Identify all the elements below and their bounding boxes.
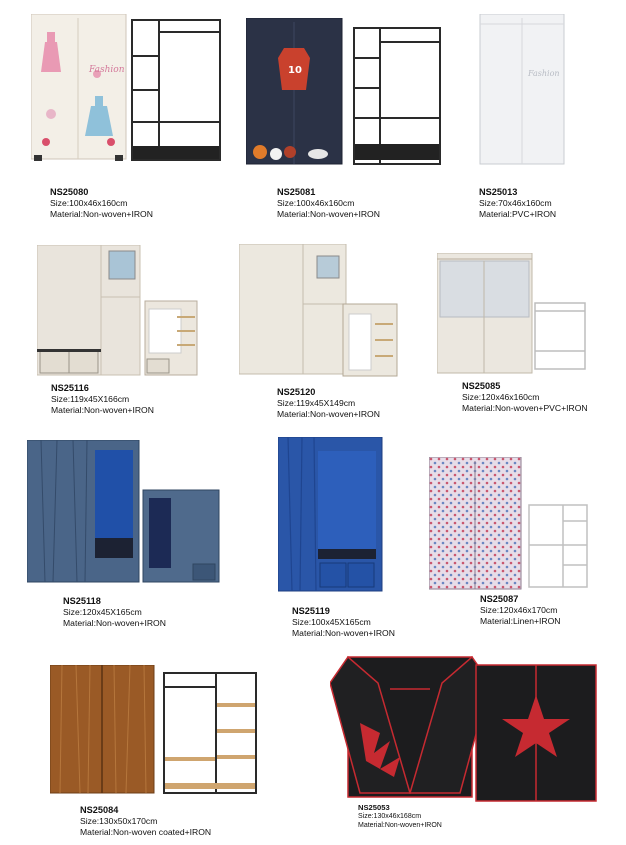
wardrobe-image-ns25085 (437, 253, 589, 375)
product-material: Material:Non-woven+PVC+IRON (462, 403, 588, 413)
wardrobe-image-ns25084 (50, 665, 260, 797)
svg-text:10: 10 (288, 65, 302, 76)
svg-text:Fashion: Fashion (89, 65, 125, 75)
product-size: Size:100x46x160cm (50, 198, 128, 208)
product-size: Size:120x46x170cm (480, 605, 558, 615)
product-size: Size:100x45X165cm (292, 617, 371, 627)
product-size: Size:120x46x160cm (462, 392, 540, 402)
wardrobe-image-ns25118 (27, 440, 223, 586)
wardrobe-image-ns25053 (330, 653, 598, 803)
product-material: Material:Non-woven+IRON (358, 822, 442, 829)
product-material: Material:Non-woven+IRON (277, 209, 380, 219)
wardrobe-image-ns25120 (239, 244, 399, 378)
product-size: Size:100x46x160cm (277, 198, 355, 208)
product-code: NS25085 (462, 381, 501, 391)
product-code: NS25084 (80, 805, 119, 815)
product-code: NS25119 (292, 606, 330, 616)
product-material: Material:Linen+IRON (480, 616, 561, 626)
product-size: Size:130x50x170cm (80, 816, 158, 826)
product-code: NS25120 (277, 387, 316, 397)
product-size: Size:119x45X166cm (51, 394, 130, 404)
product-size: Size:120x45X165cm (63, 607, 142, 617)
product-size: Size:70x46x160cm (479, 198, 552, 208)
product-material: Material:Non-woven coated+IRON (80, 827, 212, 837)
wardrobe-image-ns25087 (429, 457, 591, 591)
product-code: NS25118 (63, 596, 101, 606)
product-size: Size:130x46x168cm (358, 813, 422, 820)
product-material: Material:Non-woven+IRON (51, 405, 154, 415)
product-material: Material:Non-woven+IRON (50, 209, 153, 219)
wardrobe-image-ns25013 (478, 14, 568, 166)
svg-text:Fashion: Fashion (528, 69, 560, 78)
product-size: Size:119x45X149cm (277, 398, 356, 408)
product-material: Material:Non-woven+IRON (63, 618, 166, 628)
product-code: NS25080 (50, 187, 89, 197)
product-material: Material:Non-woven+IRON (277, 409, 380, 419)
product-code: NS25081 (277, 187, 316, 197)
wardrobe-image-ns25116 (37, 245, 199, 377)
product-material: Material:PVC+IRON (479, 209, 557, 219)
wardrobe-image-ns25119 (278, 437, 384, 593)
product-code: NS25116 (51, 383, 89, 393)
product-material: Material:Non-woven+IRON (292, 628, 395, 638)
wardrobe-image-ns25081 (246, 18, 446, 168)
product-code: NS25013 (479, 187, 518, 197)
product-code: NS25087 (480, 594, 519, 604)
product-code: NS25053 (358, 803, 390, 812)
wardrobe-image-ns25080 (31, 14, 223, 164)
